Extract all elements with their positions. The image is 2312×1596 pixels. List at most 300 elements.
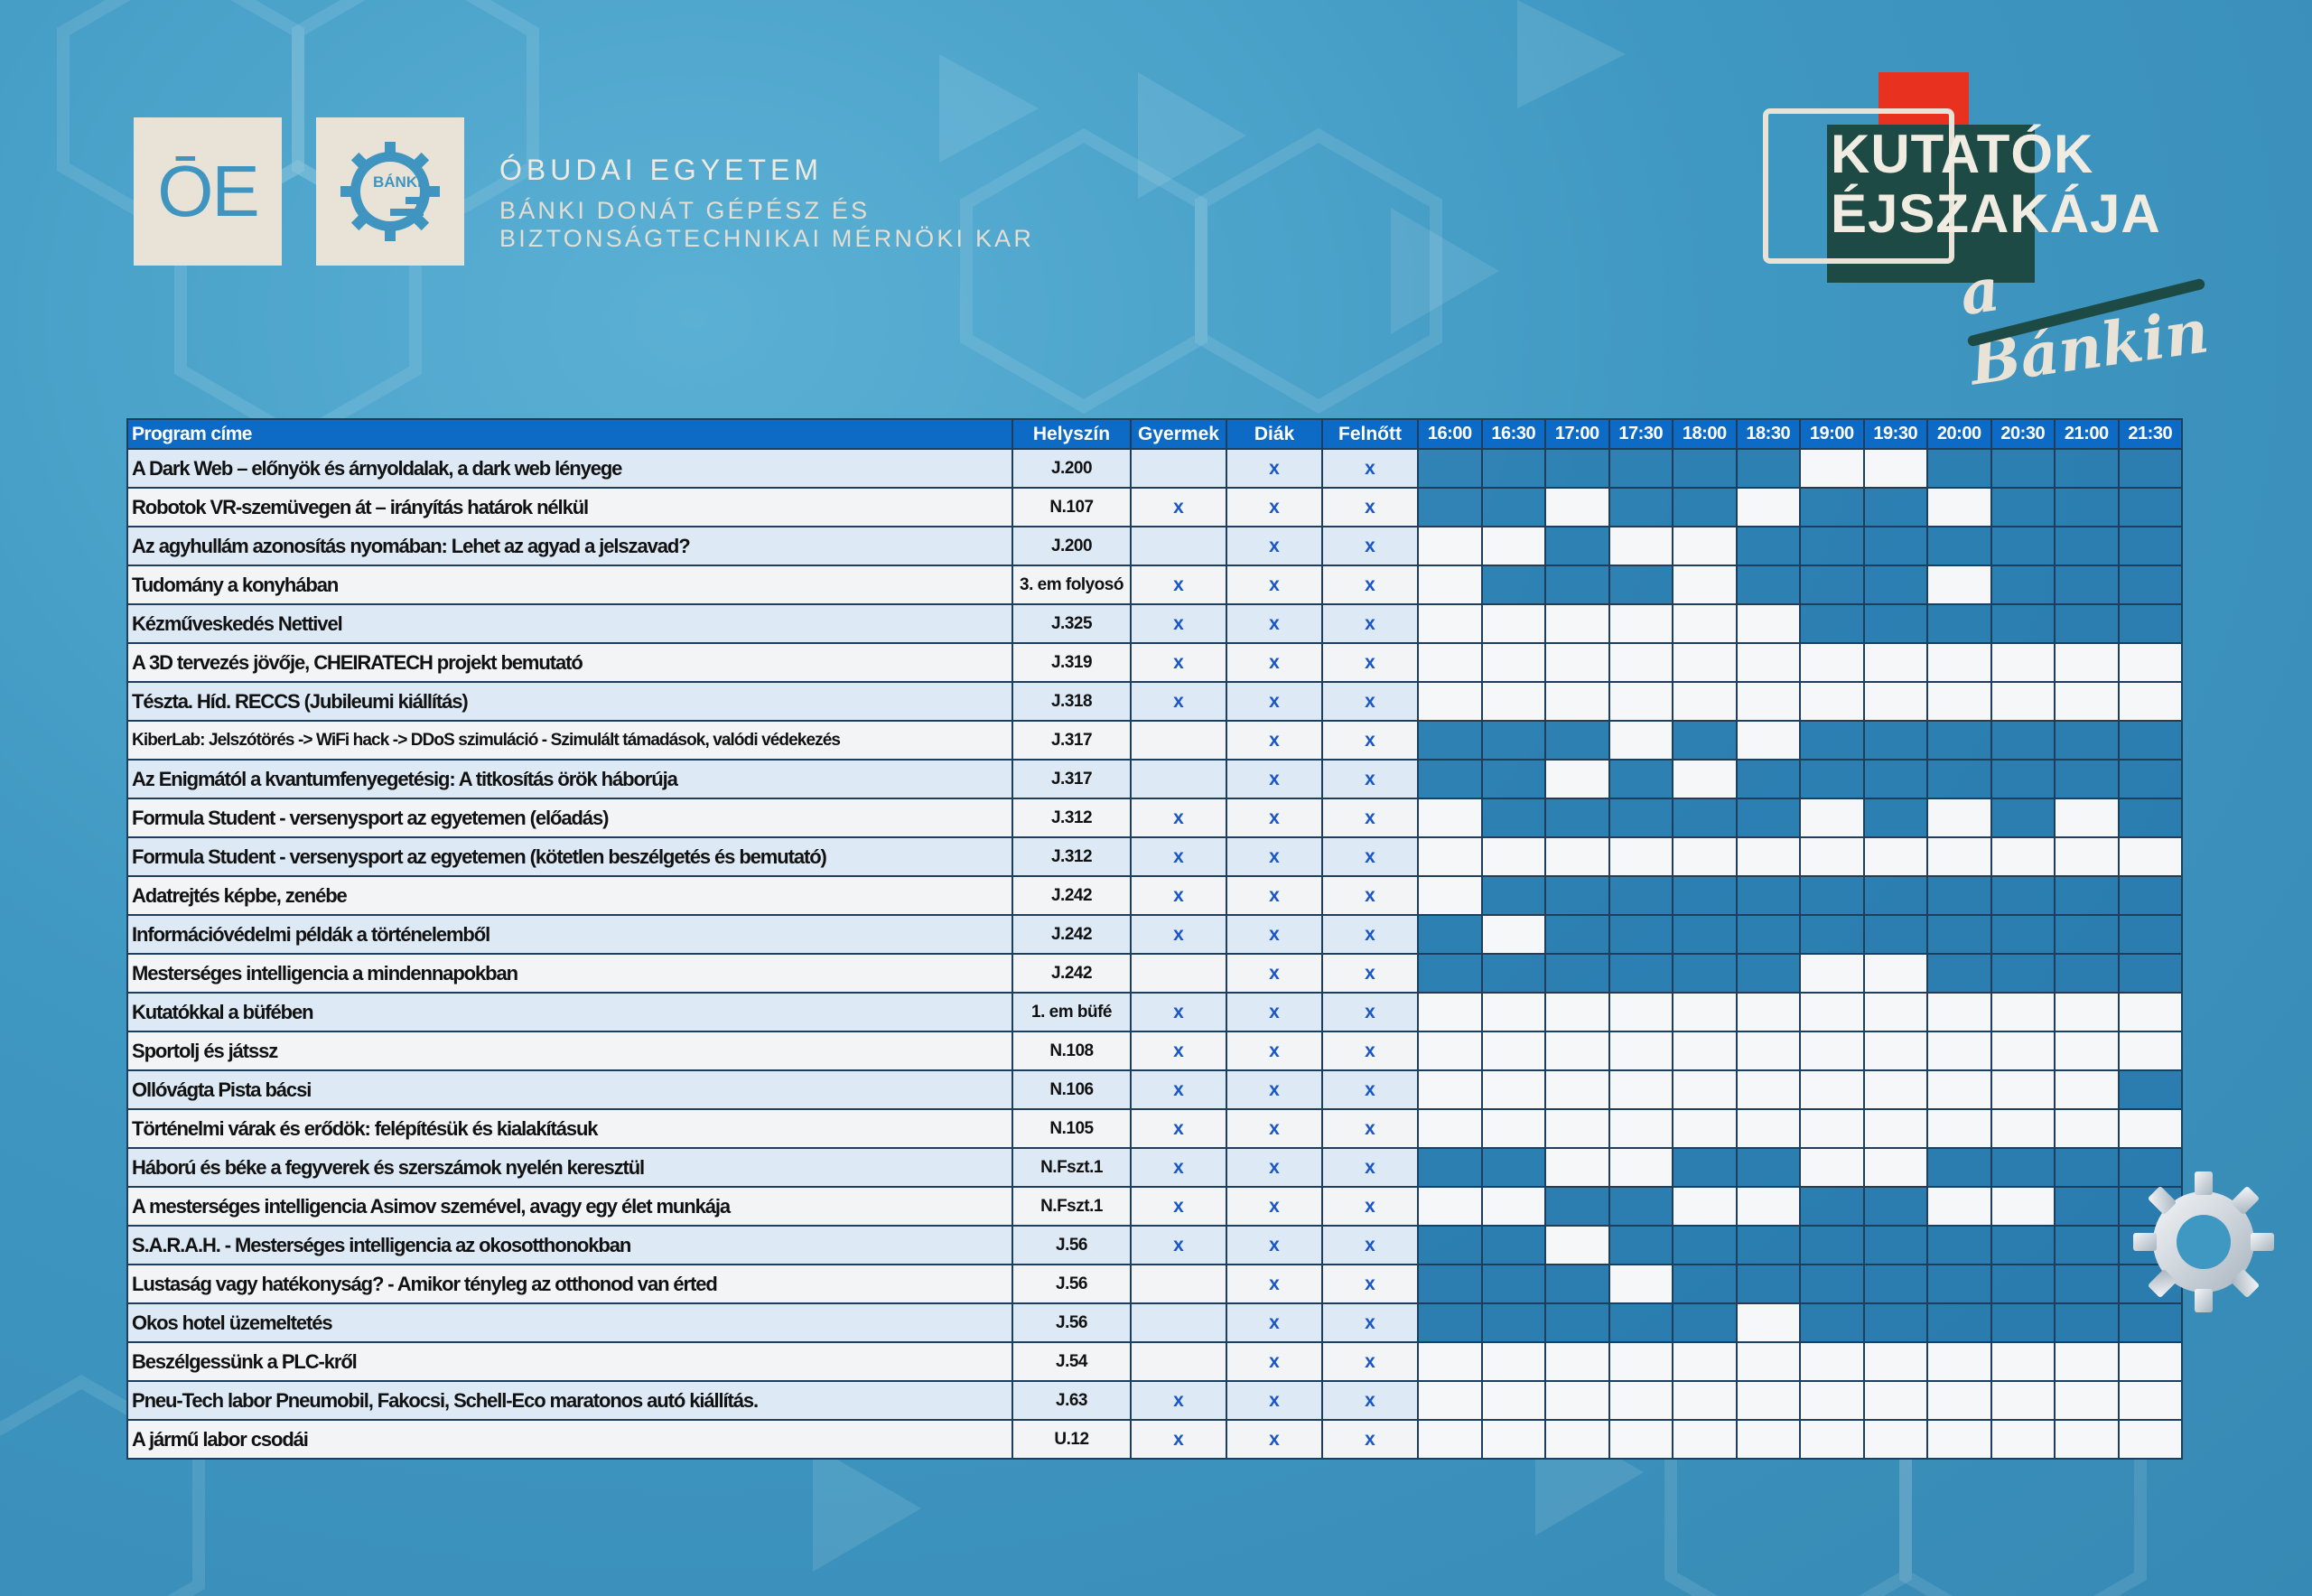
- time-slot-cell: [1609, 1148, 1673, 1187]
- time-slot-cell: [1927, 721, 1991, 760]
- kutatok-ejszakaja-logo: [1757, 72, 2226, 399]
- time-slot-cell: [1927, 565, 1991, 604]
- adult-mark-cell: x: [1322, 721, 1418, 760]
- time-slot-cell: [1545, 1070, 1609, 1109]
- time-slot-cell: [2119, 915, 2183, 954]
- time-slot-cell: [2055, 954, 2119, 993]
- time-slot-cell: [1991, 527, 2056, 565]
- time-slot-cell: [1864, 1381, 1928, 1420]
- time-slot-cell: [1418, 527, 1482, 565]
- location-cell: J.317: [1012, 721, 1131, 760]
- table-row: [127, 798, 2182, 837]
- time-slot-cell: [1673, 604, 1737, 643]
- time-slot-cell: [1927, 837, 1991, 876]
- table-row: [127, 1381, 2182, 1420]
- time-slot-cell: [1927, 954, 1991, 993]
- student-mark-cell: x: [1226, 954, 1322, 993]
- time-slot-cell: [1864, 1265, 1928, 1303]
- table-row: [127, 954, 2182, 993]
- time-slot-cell: [2119, 1342, 2183, 1381]
- time-slot-cell: [1927, 798, 1991, 837]
- time-slot-cell: [1609, 915, 1673, 954]
- time-slot-cell: [1673, 643, 1737, 682]
- child-mark-cell: x: [1131, 915, 1226, 954]
- header-time-slot: 18:30: [1737, 419, 1801, 449]
- university-name: ÓBUDAI EGYETEM: [499, 154, 824, 186]
- time-slot-cell: [1864, 449, 1928, 488]
- time-slot-cell: [2055, 760, 2119, 798]
- adult-mark-cell: x: [1322, 643, 1418, 682]
- time-slot-cell: [1927, 876, 1991, 915]
- student-mark-cell: x: [1226, 1148, 1322, 1187]
- time-slot-cell: [1673, 527, 1737, 565]
- time-slot-cell: [1482, 993, 1546, 1031]
- adult-mark-cell: x: [1322, 682, 1418, 721]
- time-slot-cell: [1927, 527, 1991, 565]
- time-slot-cell: [2119, 1420, 2183, 1459]
- time-slot-cell: [1482, 1031, 1546, 1070]
- time-slot-cell: [1609, 1187, 1673, 1226]
- time-slot-cell: [1418, 1187, 1482, 1226]
- time-slot-cell: [1800, 1070, 1864, 1109]
- adult-mark-cell: x: [1322, 798, 1418, 837]
- time-slot-cell: [1609, 837, 1673, 876]
- time-slot-cell: [1673, 1381, 1737, 1420]
- time-slot-cell: [1991, 488, 2056, 527]
- time-slot-cell: [2119, 643, 2183, 682]
- time-slot-cell: [1673, 1031, 1737, 1070]
- time-slot-cell: [2119, 837, 2183, 876]
- time-slot-cell: [1482, 1226, 1546, 1265]
- location-cell: J.56: [1012, 1226, 1131, 1265]
- program-title-cell: Adatrejtés képbe, zenébe: [127, 876, 1012, 915]
- time-slot-cell: [1864, 604, 1928, 643]
- table-row: [127, 721, 2182, 760]
- time-slot-cell: [1418, 1148, 1482, 1187]
- time-slot-cell: [2055, 1148, 2119, 1187]
- time-slot-cell: [1418, 915, 1482, 954]
- time-slot-cell: [1800, 1420, 1864, 1459]
- time-slot-cell: [1864, 915, 1928, 954]
- time-slot-cell: [1800, 1148, 1864, 1187]
- time-slot-cell: [1418, 1420, 1482, 1459]
- banki-logo-text: BÁNKI: [373, 173, 422, 191]
- location-cell: N.Fszt.1: [1012, 1148, 1131, 1187]
- location-cell: 3. em folyosó: [1012, 565, 1131, 604]
- time-slot-cell: [1673, 954, 1737, 993]
- time-slot-cell: [1800, 915, 1864, 954]
- child-mark-cell: x: [1131, 488, 1226, 527]
- time-slot-cell: [1482, 876, 1546, 915]
- table-row: [127, 1070, 2182, 1109]
- table-row: [127, 915, 2182, 954]
- time-slot-cell: [1609, 604, 1673, 643]
- time-slot-cell: [1545, 1342, 1609, 1381]
- time-slot-cell: [1545, 1226, 1609, 1265]
- child-mark-cell: [1131, 760, 1226, 798]
- time-slot-cell: [1800, 1109, 1864, 1148]
- time-slot-cell: [1673, 565, 1737, 604]
- header-child: Gyermek: [1131, 419, 1226, 449]
- time-slot-cell: [1418, 1070, 1482, 1109]
- student-mark-cell: x: [1226, 682, 1322, 721]
- program-title-cell: Információvédelmi példák a történelemből: [127, 915, 1012, 954]
- student-mark-cell: x: [1226, 1070, 1322, 1109]
- time-slot-cell: [1991, 1381, 2056, 1420]
- time-slot-cell: [1737, 1031, 1801, 1070]
- location-cell: N.106: [1012, 1070, 1131, 1109]
- time-slot-cell: [2119, 682, 2183, 721]
- time-slot-cell: [1482, 837, 1546, 876]
- time-slot-cell: [1737, 798, 1801, 837]
- time-slot-cell: [1737, 1420, 1801, 1459]
- time-slot-cell: [1482, 915, 1546, 954]
- time-slot-cell: [1800, 1031, 1864, 1070]
- time-slot-cell: [2055, 837, 2119, 876]
- child-mark-cell: x: [1131, 565, 1226, 604]
- time-slot-cell: [1991, 1342, 2056, 1381]
- location-cell: N.108: [1012, 1031, 1131, 1070]
- time-slot-cell: [1482, 1070, 1546, 1109]
- program-title-cell: Kutatókkal a büfében: [127, 993, 1012, 1031]
- table-row: [127, 1265, 2182, 1303]
- time-slot-cell: [1864, 1070, 1928, 1109]
- student-mark-cell: x: [1226, 1303, 1322, 1342]
- time-slot-cell: [1609, 993, 1673, 1031]
- time-slot-cell: [1418, 565, 1482, 604]
- adult-mark-cell: x: [1322, 1226, 1418, 1265]
- adult-mark-cell: x: [1322, 1303, 1418, 1342]
- location-cell: J.317: [1012, 760, 1131, 798]
- time-slot-cell: [1482, 565, 1546, 604]
- adult-mark-cell: x: [1322, 1342, 1418, 1381]
- time-slot-cell: [1927, 993, 1991, 1031]
- table-row: [127, 1187, 2182, 1226]
- table-row: [127, 1109, 2182, 1148]
- time-slot-cell: [1673, 449, 1737, 488]
- adult-mark-cell: x: [1322, 527, 1418, 565]
- time-slot-cell: [1737, 682, 1801, 721]
- adult-mark-cell: x: [1322, 1109, 1418, 1148]
- time-slot-cell: [1991, 1420, 2056, 1459]
- time-slot-cell: [1927, 760, 1991, 798]
- time-slot-cell: [1545, 876, 1609, 915]
- time-slot-cell: [2055, 915, 2119, 954]
- time-slot-cell: [2055, 993, 2119, 1031]
- header-time-slot: 19:30: [1864, 419, 1928, 449]
- location-cell: U.12: [1012, 1420, 1131, 1459]
- location-cell: J.312: [1012, 798, 1131, 837]
- time-slot-cell: [1800, 993, 1864, 1031]
- table-row: [127, 488, 2182, 527]
- time-slot-cell: [1991, 837, 2056, 876]
- student-mark-cell: x: [1226, 915, 1322, 954]
- time-slot-cell: [2055, 1420, 2119, 1459]
- time-slot-cell: [1609, 1031, 1673, 1070]
- program-title-cell: Mesterséges intelligencia a mindennapokban: [127, 954, 1012, 993]
- header-time-slot: 17:30: [1609, 419, 1673, 449]
- time-slot-cell: [1800, 1265, 1864, 1303]
- time-slot-cell: [1673, 1187, 1737, 1226]
- time-slot-cell: [1673, 1342, 1737, 1381]
- table-row: [127, 527, 2182, 565]
- time-slot-cell: [2055, 1031, 2119, 1070]
- header-time-slot: 20:30: [1991, 419, 2056, 449]
- program-title-cell: Formula Student - versenysport az egyetemen (előadás): [127, 798, 1012, 837]
- adult-mark-cell: x: [1322, 954, 1418, 993]
- time-slot-cell: [1545, 682, 1609, 721]
- location-cell: J.325: [1012, 604, 1131, 643]
- time-slot-cell: [1864, 1342, 1928, 1381]
- oe-logo: [134, 117, 282, 266]
- time-slot-cell: [1991, 954, 2056, 993]
- time-slot-cell: [2119, 876, 2183, 915]
- time-slot-cell: [1991, 1303, 2056, 1342]
- location-cell: J.63: [1012, 1381, 1131, 1420]
- time-slot-cell: [2119, 760, 2183, 798]
- table-row: [127, 449, 2182, 488]
- table-row: [127, 993, 2182, 1031]
- time-slot-cell: [1482, 488, 1546, 527]
- time-slot-cell: [1737, 915, 1801, 954]
- time-slot-cell: [2055, 1303, 2119, 1342]
- time-slot-cell: [1482, 954, 1546, 993]
- oe-logo-text: ŌE: [157, 151, 258, 231]
- time-slot-cell: [1800, 488, 1864, 527]
- student-mark-cell: x: [1226, 993, 1322, 1031]
- header-time-slot: 16:30: [1482, 419, 1546, 449]
- time-slot-cell: [1545, 527, 1609, 565]
- time-slot-cell: [1482, 721, 1546, 760]
- time-slot-cell: [1673, 837, 1737, 876]
- time-slot-cell: [1991, 1148, 2056, 1187]
- time-slot-cell: [1991, 760, 2056, 798]
- time-slot-cell: [1864, 1187, 1928, 1226]
- time-slot-cell: [2119, 527, 2183, 565]
- time-slot-cell: [1609, 682, 1673, 721]
- time-slot-cell: [1737, 1187, 1801, 1226]
- time-slot-cell: [1609, 1109, 1673, 1148]
- time-slot-cell: [1737, 604, 1801, 643]
- location-cell: J.56: [1012, 1265, 1131, 1303]
- time-slot-cell: [1673, 1420, 1737, 1459]
- event-title: [1831, 125, 2161, 244]
- program-title-cell: Okos hotel üzemeltetés: [127, 1303, 1012, 1342]
- time-slot-cell: [1737, 1226, 1801, 1265]
- time-slot-cell: [2055, 798, 2119, 837]
- adult-mark-cell: x: [1322, 837, 1418, 876]
- time-slot-cell: [1673, 682, 1737, 721]
- time-slot-cell: [1482, 1303, 1546, 1342]
- time-slot-cell: [1482, 760, 1546, 798]
- time-slot-cell: [2055, 1187, 2119, 1226]
- faculty-name: [499, 197, 1059, 253]
- time-slot-cell: [1609, 721, 1673, 760]
- time-slot-cell: [1864, 1420, 1928, 1459]
- time-slot-cell: [1927, 1109, 1991, 1148]
- time-slot-cell: [1609, 1070, 1673, 1109]
- time-slot-cell: [2055, 604, 2119, 643]
- table-row: [127, 876, 2182, 915]
- child-mark-cell: [1131, 954, 1226, 993]
- time-slot-cell: [1991, 643, 2056, 682]
- time-slot-cell: [1673, 721, 1737, 760]
- child-mark-cell: x: [1131, 837, 1226, 876]
- time-slot-cell: [1609, 565, 1673, 604]
- time-slot-cell: [1927, 1303, 1991, 1342]
- time-slot-cell: [1673, 1070, 1737, 1109]
- student-mark-cell: x: [1226, 1031, 1322, 1070]
- time-slot-cell: [1737, 527, 1801, 565]
- time-slot-cell: [1927, 1070, 1991, 1109]
- time-slot-cell: [1545, 1109, 1609, 1148]
- time-slot-cell: [2119, 449, 2183, 488]
- time-slot-cell: [2055, 565, 2119, 604]
- time-slot-cell: [1927, 1381, 1991, 1420]
- banki-logo: [316, 117, 464, 266]
- time-slot-cell: [1737, 1342, 1801, 1381]
- time-slot-cell: [1864, 993, 1928, 1031]
- program-title-cell: A jármű labor csodái: [127, 1420, 1012, 1459]
- time-slot-cell: [1864, 760, 1928, 798]
- time-slot-cell: [2055, 1265, 2119, 1303]
- time-slot-cell: [1418, 488, 1482, 527]
- time-slot-cell: [1545, 643, 1609, 682]
- time-slot-cell: [1418, 1109, 1482, 1148]
- time-slot-cell: [1800, 565, 1864, 604]
- time-slot-cell: [1864, 721, 1928, 760]
- time-slot-cell: [1482, 798, 1546, 837]
- time-slot-cell: [1545, 798, 1609, 837]
- time-slot-cell: [2119, 565, 2183, 604]
- time-slot-cell: [1800, 449, 1864, 488]
- child-mark-cell: x: [1131, 643, 1226, 682]
- location-cell: J.200: [1012, 449, 1131, 488]
- table-row: [127, 565, 2182, 604]
- time-slot-cell: [1482, 604, 1546, 643]
- location-cell: J.242: [1012, 876, 1131, 915]
- time-slot-cell: [1864, 1031, 1928, 1070]
- time-slot-cell: [1482, 643, 1546, 682]
- header-time-slot: 21:00: [2055, 419, 2119, 449]
- time-slot-cell: [1737, 721, 1801, 760]
- time-slot-cell: [1800, 682, 1864, 721]
- location-cell: N.Fszt.1: [1012, 1187, 1131, 1226]
- adult-mark-cell: x: [1322, 1070, 1418, 1109]
- time-slot-cell: [1927, 682, 1991, 721]
- time-slot-cell: [2119, 954, 2183, 993]
- time-slot-cell: [1418, 993, 1482, 1031]
- table-row: [127, 1031, 2182, 1070]
- program-title-cell: Kézműveskedés Nettivel: [127, 604, 1012, 643]
- time-slot-cell: [2119, 1109, 2183, 1148]
- time-slot-cell: [1927, 1148, 1991, 1187]
- time-slot-cell: [1545, 1187, 1609, 1226]
- time-slot-cell: [2055, 1342, 2119, 1381]
- faculty-line-1: BÁNKI DONÁT GÉPÉSZ ÉS: [499, 197, 871, 224]
- time-slot-cell: [2055, 721, 2119, 760]
- student-mark-cell: x: [1226, 1342, 1322, 1381]
- time-slot-cell: [1673, 798, 1737, 837]
- time-slot-cell: [1864, 1226, 1928, 1265]
- time-slot-cell: [1545, 954, 1609, 993]
- header-time-slot: 19:00: [1800, 419, 1864, 449]
- adult-mark-cell: x: [1322, 1420, 1418, 1459]
- time-slot-cell: [1737, 1265, 1801, 1303]
- time-slot-cell: [1991, 876, 2056, 915]
- program-title-cell: KiberLab: Jelszótörés -> WiFi hack -> DDoS szimuláció - Szimulált támadások, valódi védekezés: [127, 721, 1012, 760]
- program-title-cell: Pneu-Tech labor Pneumobil, Fakocsi, Schell-Eco maratonos autó kiállítás.: [127, 1381, 1012, 1420]
- time-slot-cell: [1545, 1420, 1609, 1459]
- header-time-slot: 18:00: [1673, 419, 1737, 449]
- time-slot-cell: [1609, 1265, 1673, 1303]
- student-mark-cell: x: [1226, 643, 1322, 682]
- time-slot-cell: [2055, 876, 2119, 915]
- time-slot-cell: [1545, 915, 1609, 954]
- time-slot-cell: [1737, 1148, 1801, 1187]
- header-adult: Felnőtt: [1322, 419, 1418, 449]
- time-slot-cell: [1673, 1226, 1737, 1265]
- event-title-line-2: ÉJSZAKÁJA: [1831, 183, 2161, 244]
- location-cell: N.105: [1012, 1109, 1131, 1148]
- time-slot-cell: [1927, 1420, 1991, 1459]
- program-title-cell: Tudomány a konyhában: [127, 565, 1012, 604]
- time-slot-cell: [1800, 798, 1864, 837]
- table-row: [127, 1420, 2182, 1459]
- time-slot-cell: [2119, 1381, 2183, 1420]
- time-slot-cell: [1418, 1031, 1482, 1070]
- program-title-cell: Sportolj és játssz: [127, 1031, 1012, 1070]
- time-slot-cell: [2055, 1226, 2119, 1265]
- program-title-cell: Tészta. Híd. RECCS (Jubileumi kiállítás): [127, 682, 1012, 721]
- time-slot-cell: [1991, 915, 2056, 954]
- time-slot-cell: [1545, 1381, 1609, 1420]
- student-mark-cell: x: [1226, 798, 1322, 837]
- time-slot-cell: [1418, 449, 1482, 488]
- location-cell: J.56: [1012, 1303, 1131, 1342]
- time-slot-cell: [1418, 682, 1482, 721]
- adult-mark-cell: x: [1322, 565, 1418, 604]
- child-mark-cell: x: [1131, 1070, 1226, 1109]
- student-mark-cell: x: [1226, 721, 1322, 760]
- header-student: Diák: [1226, 419, 1322, 449]
- time-slot-cell: [1545, 488, 1609, 527]
- time-slot-cell: [1864, 1109, 1928, 1148]
- time-slot-cell: [1864, 798, 1928, 837]
- time-slot-cell: [1927, 604, 1991, 643]
- location-cell: J.242: [1012, 915, 1131, 954]
- child-mark-cell: [1131, 1303, 1226, 1342]
- time-slot-cell: [1418, 954, 1482, 993]
- event-subtitle: a Bánkin: [1955, 253, 2214, 399]
- child-mark-cell: x: [1131, 876, 1226, 915]
- time-slot-cell: [1991, 1070, 2056, 1109]
- time-slot-cell: [1673, 488, 1737, 527]
- time-slot-cell: [1609, 1381, 1673, 1420]
- program-title-cell: A 3D tervezés jövője, CHEIRATECH projekt bemutató: [127, 643, 1012, 682]
- adult-mark-cell: x: [1322, 449, 1418, 488]
- time-slot-cell: [1800, 1226, 1864, 1265]
- time-slot-cell: [1545, 721, 1609, 760]
- program-title-cell: Formula Student - versenysport az egyetemen (kötetlen beszélgetés és bemutató): [127, 837, 1012, 876]
- time-slot-cell: [1737, 760, 1801, 798]
- adult-mark-cell: x: [1322, 876, 1418, 915]
- time-slot-cell: [1737, 488, 1801, 527]
- child-mark-cell: x: [1131, 682, 1226, 721]
- time-slot-cell: [1737, 449, 1801, 488]
- time-slot-cell: [1800, 1342, 1864, 1381]
- time-slot-cell: [1991, 1265, 2056, 1303]
